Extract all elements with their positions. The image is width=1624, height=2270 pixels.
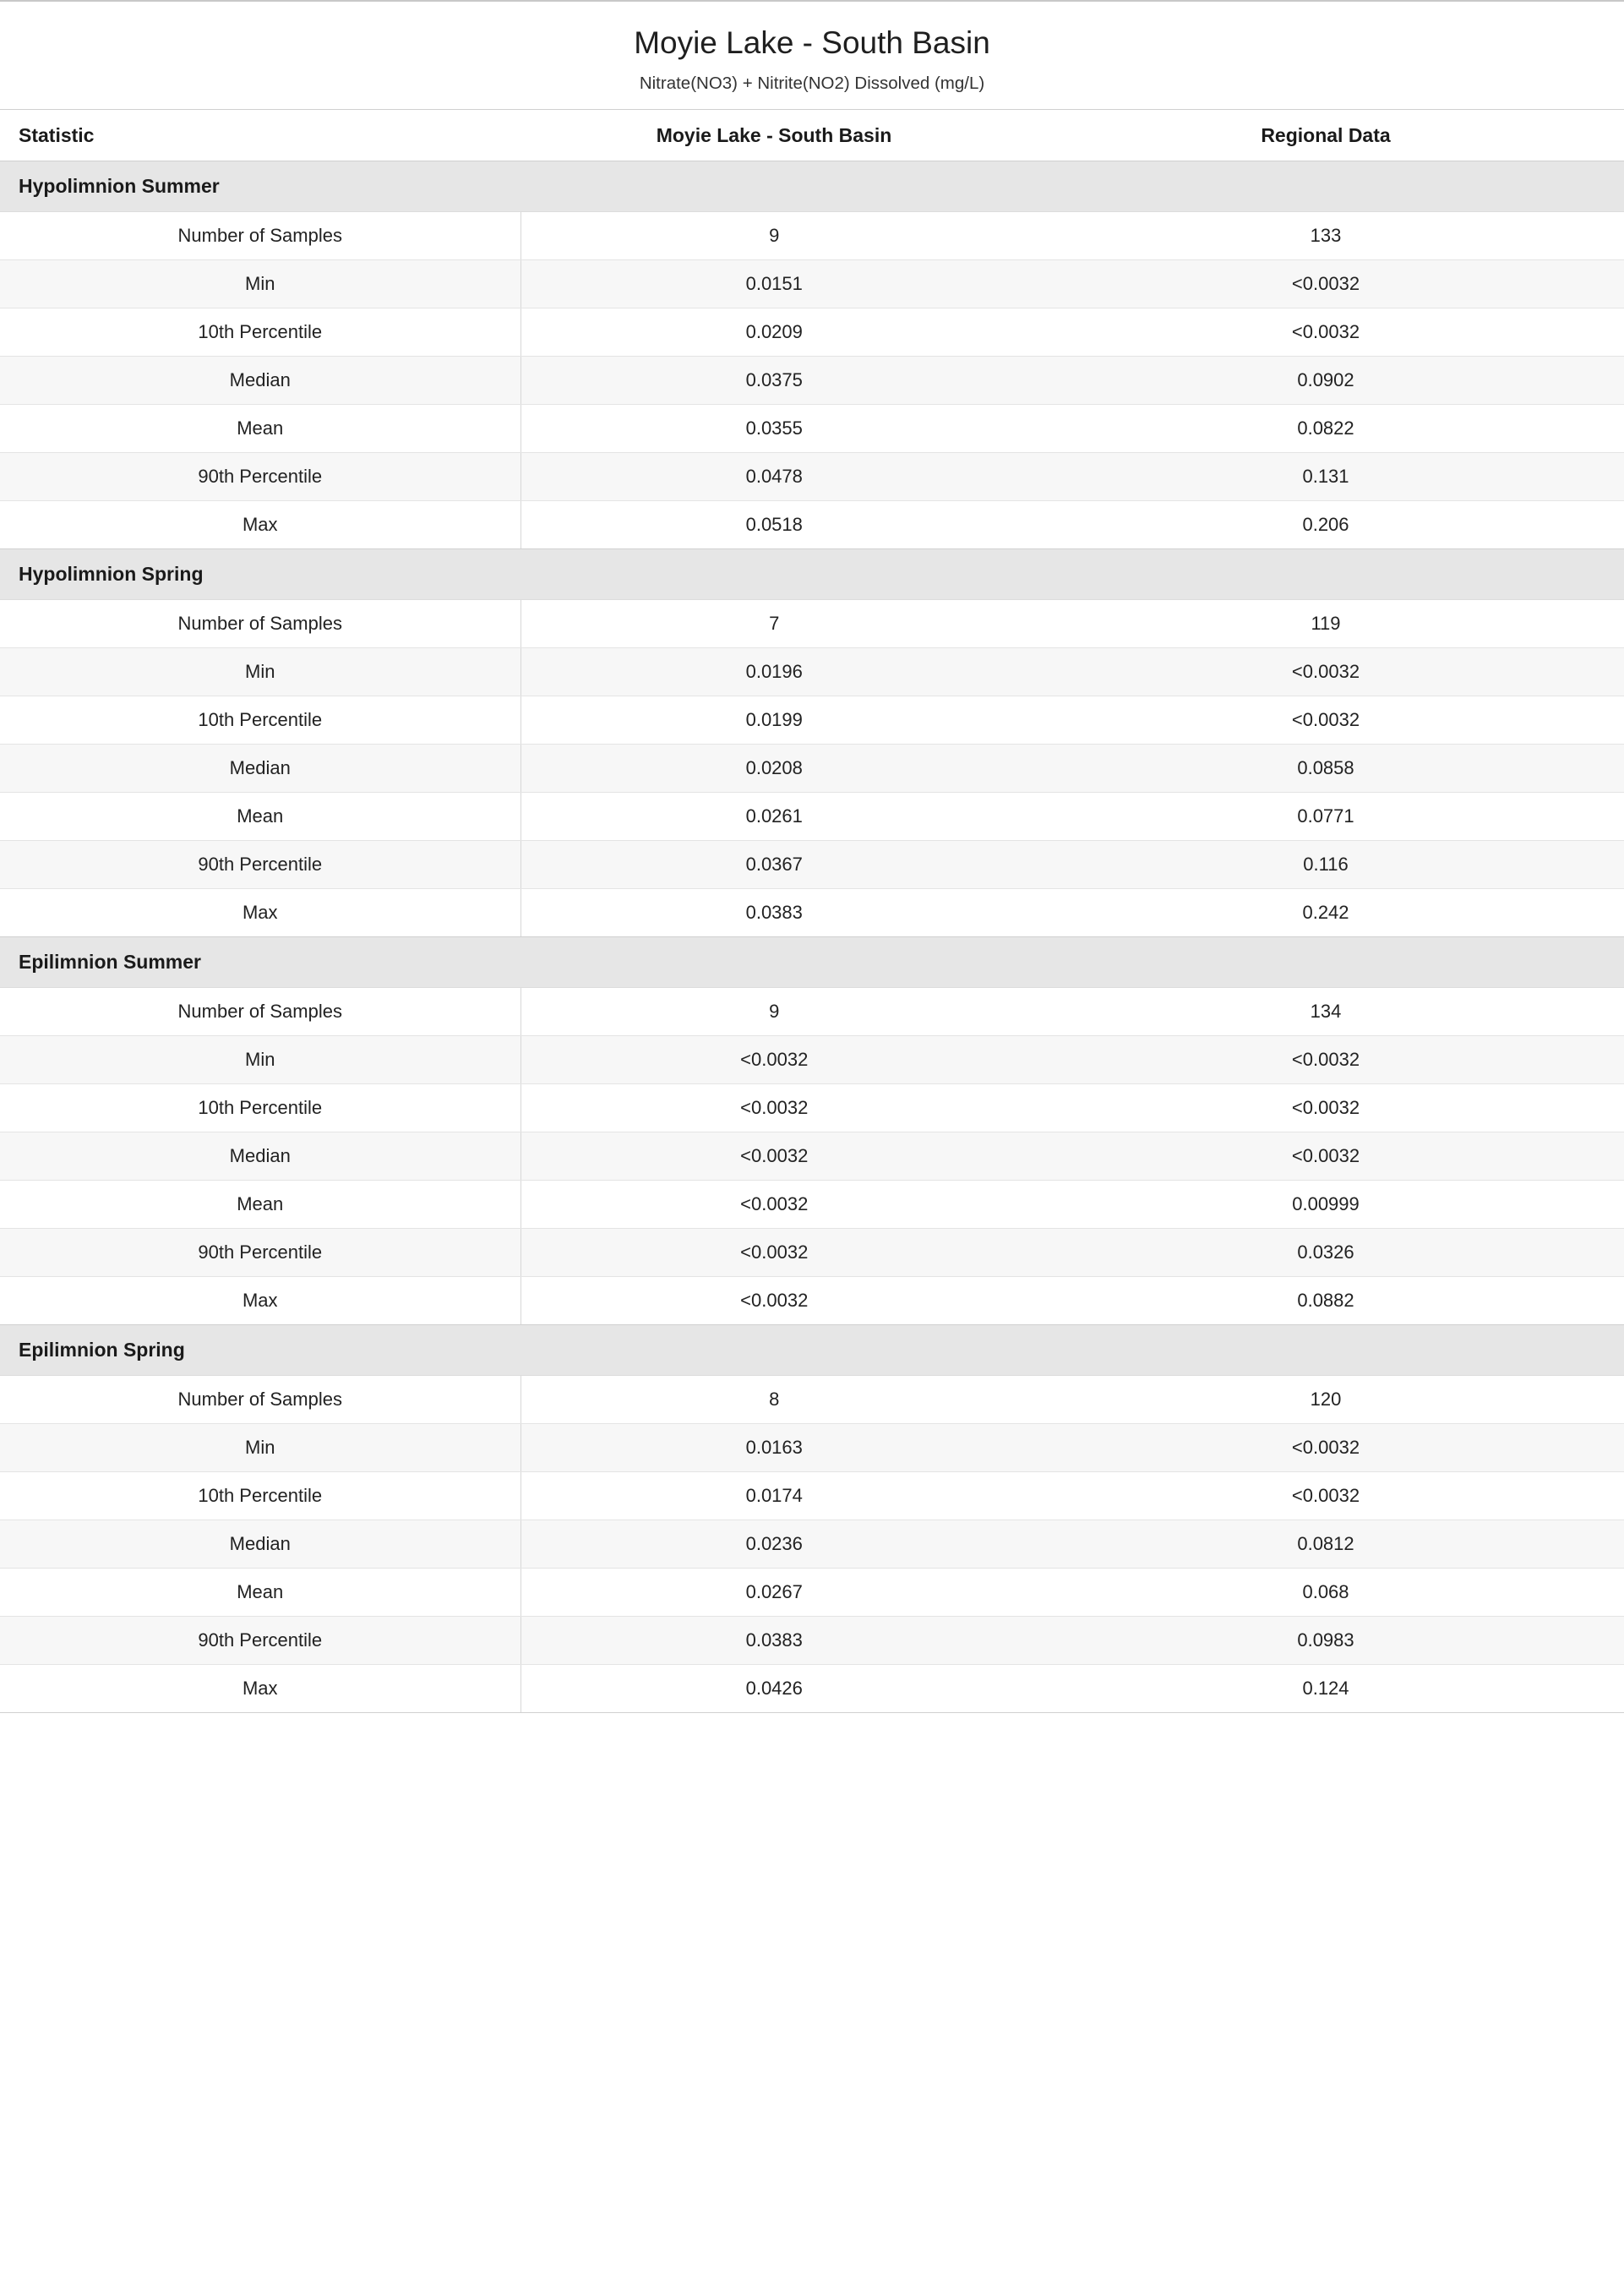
table-row (0, 987, 1624, 1035)
cell-statistic: Min (0, 1423, 520, 1471)
cell-region-value: <0.0032 (1027, 1423, 1624, 1471)
cell-statistic: Number of Samples (0, 599, 520, 647)
cell-region-value: <0.0032 (1027, 696, 1624, 744)
cell-site-value: 0.0367 (520, 840, 1027, 888)
cell-region-value: 134 (1027, 987, 1624, 1035)
cell-site-value: 0.0355 (520, 404, 1027, 452)
table-row (0, 1471, 1624, 1520)
cell-site-value: <0.0032 (520, 1180, 1027, 1228)
table-row (0, 599, 1624, 647)
table-row (0, 888, 1624, 936)
column-header-region: Regional Data (1027, 109, 1624, 161)
table-row (0, 1423, 1624, 1471)
cell-region-value: <0.0032 (1027, 1083, 1624, 1132)
cell-region-value: <0.0032 (1027, 259, 1624, 308)
cell-statistic: Max (0, 1276, 520, 1324)
cell-statistic: 10th Percentile (0, 1471, 520, 1520)
table-group-row (0, 548, 1624, 599)
cell-region-value: 0.206 (1027, 500, 1624, 548)
table-row (0, 1180, 1624, 1228)
table-row (0, 1035, 1624, 1083)
cell-statistic: Median (0, 356, 520, 404)
cell-site-value: <0.0032 (520, 1132, 1027, 1180)
cell-site-value: 8 (520, 1375, 1027, 1423)
cell-site-value: 0.0518 (520, 500, 1027, 548)
cell-region-value: <0.0032 (1027, 1471, 1624, 1520)
cell-statistic: Mean (0, 1180, 520, 1228)
cell-statistic: 10th Percentile (0, 308, 520, 356)
table-row (0, 452, 1624, 500)
cell-region-value: 0.242 (1027, 888, 1624, 936)
table-row (0, 744, 1624, 792)
cell-site-value: <0.0032 (520, 1276, 1027, 1324)
page-title: Moyie Lake - South Basin (634, 25, 990, 60)
cell-statistic: 90th Percentile (0, 452, 520, 500)
table-group-label: Epilimnion Summer (0, 936, 1624, 987)
cell-statistic: Number of Samples (0, 987, 520, 1035)
table-row (0, 356, 1624, 404)
cell-region-value: 0.0983 (1027, 1616, 1624, 1664)
cell-region-value: 133 (1027, 211, 1624, 259)
cell-region-value: 120 (1027, 1375, 1624, 1423)
table-row (0, 1276, 1624, 1324)
cell-site-value: 0.0383 (520, 1616, 1027, 1664)
cell-statistic: 10th Percentile (0, 1083, 520, 1132)
cell-region-value: <0.0032 (1027, 308, 1624, 356)
cell-site-value: 0.0196 (520, 647, 1027, 696)
cell-statistic: Max (0, 500, 520, 548)
cell-statistic: Max (0, 888, 520, 936)
table-row (0, 404, 1624, 452)
table-row (0, 1132, 1624, 1180)
table-row (0, 1375, 1624, 1423)
table-row (0, 1568, 1624, 1616)
cell-site-value: 0.0267 (520, 1568, 1027, 1616)
cell-statistic: Mean (0, 792, 520, 840)
cell-statistic: Min (0, 259, 520, 308)
cell-site-value: 0.0478 (520, 452, 1027, 500)
table-group-label: Hypolimnion Spring (0, 548, 1624, 599)
table-body (0, 161, 1624, 1712)
table-row (0, 1520, 1624, 1568)
table-header (0, 109, 1624, 161)
table-row (0, 840, 1624, 888)
cell-site-value: 0.0208 (520, 744, 1027, 792)
column-header-site: Moyie Lake - South Basin (520, 109, 1027, 161)
cell-statistic: Min (0, 1035, 520, 1083)
cell-region-value: 0.0326 (1027, 1228, 1624, 1276)
cell-statistic: 90th Percentile (0, 840, 520, 888)
cell-statistic: Mean (0, 404, 520, 452)
cell-statistic: Mean (0, 1568, 520, 1616)
cell-statistic: Min (0, 647, 520, 696)
table-row (0, 1664, 1624, 1712)
table-header-row (0, 109, 1624, 161)
cell-region-value: <0.0032 (1027, 1132, 1624, 1180)
statistics-table (0, 109, 1624, 1713)
table-row (0, 696, 1624, 744)
table-row (0, 1228, 1624, 1276)
cell-region-value: 0.0882 (1027, 1276, 1624, 1324)
column-header-statistic: Statistic (0, 109, 520, 161)
cell-site-value: 9 (520, 211, 1027, 259)
cell-statistic: Median (0, 744, 520, 792)
cell-statistic: Number of Samples (0, 211, 520, 259)
cell-region-value: 0.0822 (1027, 404, 1624, 452)
cell-site-value: 9 (520, 987, 1027, 1035)
table-group-row (0, 161, 1624, 211)
cell-region-value: <0.0032 (1027, 647, 1624, 696)
cell-statistic: Median (0, 1132, 520, 1180)
cell-site-value: 0.0261 (520, 792, 1027, 840)
cell-region-value: <0.0032 (1027, 1035, 1624, 1083)
title-block (0, 2, 1624, 109)
cell-region-value: 0.0858 (1027, 744, 1624, 792)
table-row (0, 792, 1624, 840)
table-row (0, 647, 1624, 696)
cell-site-value: 0.0236 (520, 1520, 1027, 1568)
cell-site-value: 0.0209 (520, 308, 1027, 356)
cell-site-value: 0.0163 (520, 1423, 1027, 1471)
cell-region-value: 0.068 (1027, 1568, 1624, 1616)
table-row (0, 308, 1624, 356)
cell-region-value: 0.00999 (1027, 1180, 1624, 1228)
cell-site-value: <0.0032 (520, 1083, 1027, 1132)
cell-statistic: 90th Percentile (0, 1616, 520, 1664)
cell-site-value: <0.0032 (520, 1228, 1027, 1276)
table-group-label: Epilimnion Spring (0, 1324, 1624, 1375)
table-row (0, 259, 1624, 308)
table-row (0, 1616, 1624, 1664)
cell-statistic: Max (0, 1664, 520, 1712)
cell-site-value: 0.0151 (520, 259, 1027, 308)
cell-site-value: <0.0032 (520, 1035, 1027, 1083)
cell-region-value: 0.0812 (1027, 1520, 1624, 1568)
table-group-row (0, 1324, 1624, 1375)
table-row (0, 1083, 1624, 1132)
cell-region-value: 0.0771 (1027, 792, 1624, 840)
cell-site-value: 0.0174 (520, 1471, 1027, 1520)
cell-statistic: Number of Samples (0, 1375, 520, 1423)
table-row (0, 211, 1624, 259)
cell-statistic: 90th Percentile (0, 1228, 520, 1276)
cell-region-value: 0.0902 (1027, 356, 1624, 404)
cell-region-value: 0.131 (1027, 452, 1624, 500)
page-subtitle: Nitrate(NO3) + Nitrite(NO2) Dissolved (mg/L) (639, 73, 985, 93)
table-group-row (0, 936, 1624, 987)
cell-region-value: 119 (1027, 599, 1624, 647)
cell-region-value: 0.116 (1027, 840, 1624, 888)
cell-site-value: 0.0383 (520, 888, 1027, 936)
table-group-label: Hypolimnion Summer (0, 161, 1624, 211)
cell-site-value: 7 (520, 599, 1027, 647)
cell-statistic: 10th Percentile (0, 696, 520, 744)
cell-site-value: 0.0375 (520, 356, 1027, 404)
cell-statistic: Median (0, 1520, 520, 1568)
table-row (0, 500, 1624, 548)
cell-region-value: 0.124 (1027, 1664, 1624, 1712)
cell-site-value: 0.0199 (520, 696, 1027, 744)
cell-site-value: 0.0426 (520, 1664, 1027, 1712)
